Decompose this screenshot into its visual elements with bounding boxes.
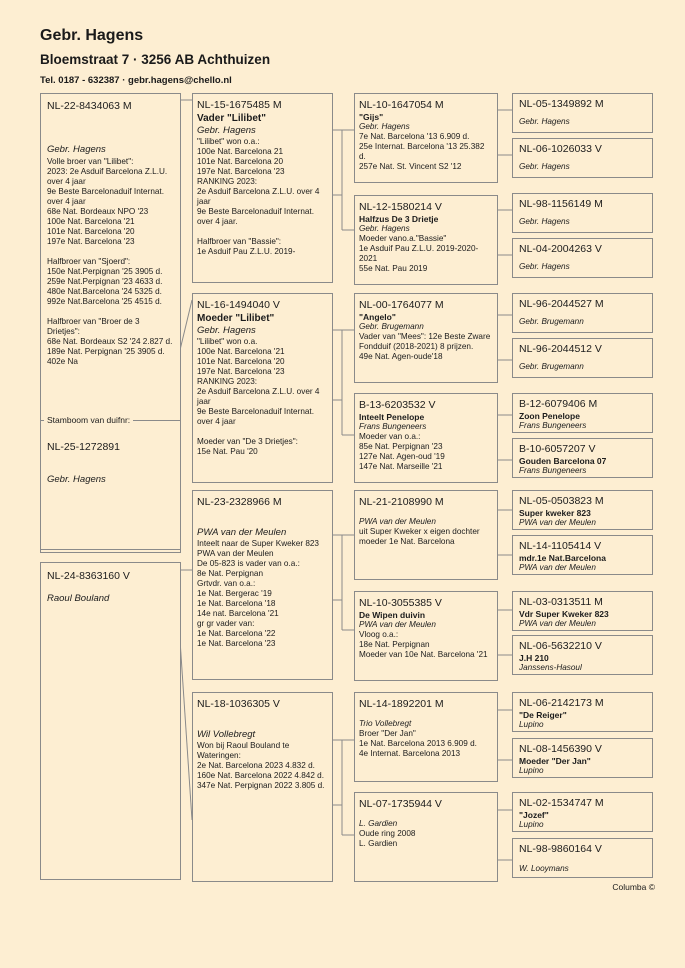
gen1-owner: Wil Vollebregt (197, 729, 256, 740)
gen3-ring: NL-98-1156149 M (519, 198, 603, 210)
gen3-ring: B-10-6057207 V (519, 443, 596, 455)
gen2-owner: Trio Vollebregt (359, 719, 412, 728)
gen3-ring: NL-06-2142173 M (519, 697, 604, 709)
gen3-card (512, 635, 653, 675)
gen3-owner: Lupino (519, 720, 544, 729)
gen2-card (354, 393, 498, 483)
gen1-ring: NL-15-1675485 M (197, 99, 282, 111)
gen2-ring: NL-12-1580214 V (359, 201, 442, 213)
gen3-ring: NL-05-0503823 M (519, 495, 604, 507)
gen3-card (512, 193, 653, 233)
dam-card (40, 562, 181, 880)
gen2-owner: Frans Bungeneers (359, 422, 427, 431)
gen3-name: mdr.1e Nat.Barcelona (519, 553, 606, 563)
gen3-card (512, 93, 653, 133)
gen3-ring: NL-06-1026033 V (519, 143, 602, 155)
gen2-ring: NL-10-3055385 V (359, 597, 442, 609)
gen2-name: Halfzus De 3 Drietje (359, 214, 439, 224)
gen3-name: Moeder "Der Jan" (519, 756, 591, 766)
gen3-owner: Gebr. Brugemann (519, 317, 584, 326)
gen3-ring: NL-98-9860164 V (519, 843, 602, 855)
gen2-card (354, 591, 498, 681)
gen1-owner: PWA van der Meulen (197, 527, 287, 538)
gen3-card (512, 838, 653, 878)
stamboom-ring: NL-25-1272891 (47, 441, 120, 453)
gen3-card (512, 338, 653, 378)
gen1-ring: NL-16-1494040 V (197, 299, 280, 311)
gen1-text: Inteelt naar de Super Kweker 823 PWA van der Meulen De 05-823 is vader van o.a.: 8e Nat. Perpignan Grtvdr. van o.a.: 1e Nat. Bergerac '19 1e Nat. Barcelona '18 14e nat. Barcelona '21 gr gr vader van: 1e Nat. Barcelona '22 1e Nat. Barcelona '23 (197, 539, 319, 648)
gen2-text: 7e Nat. Barcelona '13 6.909 d. 25e Internat. Barcelona '13 25.382 d. 257e Nat. St. Vincent S2 '12 (359, 132, 485, 171)
gen3-ring: NL-08-1456390 V (519, 743, 602, 755)
dam-ring: NL-24-8363160 V (47, 570, 130, 582)
gen3-card (512, 138, 653, 178)
gen3-owner: PWA van der Meulen (519, 518, 596, 527)
gen3-card (512, 393, 653, 433)
gen3-ring: B-12-6079406 M (519, 398, 598, 410)
gen2-text: Broer "Der Jan" 1e Nat. Barcelona 2013 6.909 d. 4e Internat. Barcelona 2013 (359, 729, 477, 758)
gen1-name: Moeder "Lilibet" (197, 313, 275, 324)
gen3-owner: Gebr. Brugemann (519, 362, 584, 371)
gen2-owner: Gebr. Brugemann (359, 322, 424, 331)
gen2-owner: Gebr. Hagens (359, 122, 410, 131)
gen3-card (512, 535, 653, 575)
gen2-card (354, 293, 498, 383)
gen2-card (354, 692, 498, 782)
gen2-text: Oude ring 2008 L. Gardien (359, 829, 416, 848)
gen3-card (512, 738, 653, 778)
gen3-name: Gouden Barcelona 07 (519, 456, 607, 466)
gen2-ring: NL-10-1647054 M (359, 99, 444, 111)
gen3-owner: PWA van der Meulen (519, 619, 596, 628)
gen1-card-damsire (192, 490, 333, 680)
subject-ring: NL-22-8434063 M (47, 100, 132, 112)
gen3-owner: Gebr. Hagens (519, 117, 570, 126)
gen2-ring: B-13-6203532 V (359, 399, 436, 411)
gen2-ring: NL-00-1764077 M (359, 299, 444, 311)
gen2-card (354, 792, 498, 882)
gen2-text: Moeder vano.a."Bassie" 1e Asduif Pau Z.L.U. 2019-2020-2021 55e Nat. Pau 2019 (359, 234, 479, 273)
gen3-owner: PWA van der Meulen (519, 563, 596, 572)
gen3-ring: NL-03-0313511 M (519, 596, 603, 608)
gen1-card-damdam (192, 692, 333, 882)
gen2-owner: PWA van der Meulen (359, 517, 436, 526)
gen2-name: "Angelo" (359, 312, 396, 322)
gen2-owner: Gebr. Hagens (359, 224, 410, 233)
gen2-text: Moeder van o.a.: 85e Nat. Perpignan '23 127e Nat. Agen-oud '19 147e Nat. Marseille '21 (359, 432, 445, 471)
breeder-contact: Tel. 0187 - 632387 · gebr.hagens@chello.nl (40, 75, 232, 86)
gen3-card (512, 792, 653, 832)
subject-text: Volle broer van "Lilibet": 2023: 2e Asduif Barcelona Z.L.U. over 4 jaar 9e Beste Barcelonaduif Internat. over 4 jaar 68e Nat. Bordeaux NPO '23 100e Nat. Barcelona '21 101e Nat. Barcelona '20 197e Nat. Barcelona '23 Halfbroer van "Sjoerd": 150e Nat.Perpignan '25 3905 d. 259e Nat.Perpignan '23 4633 d. 480e Nat.Barcelona '24 5325 d. 992e Nat.Barcelona '25 4515 d. Halfbroer van "Broer de 3 Drietjes": 68e Nat. Bordeaux S2 '24 2.827 d. 189e Nat. Perpignan '25 3905 d. 402e Na (47, 157, 173, 366)
stamboom-label: Stamboom van duifnr: (44, 415, 133, 425)
gen3-name: Super kweker 823 (519, 508, 591, 518)
dam-owner: Raoul Bouland (47, 593, 110, 604)
gen1-card-dam (192, 293, 333, 483)
gen1-text: Won bij Raoul Bouland te Wateringen: 2e Nat. Barcelona 2023 4.832 d. 160e Nat. Barcelona 2022 4.842 d. 347e Nat. Perpignan 2022 3.805 d. (197, 741, 325, 790)
gen1-card-sire (192, 93, 333, 283)
gen2-card (354, 195, 498, 285)
stamboom-owner: Gebr. Hagens (47, 474, 106, 485)
gen3-card (512, 293, 653, 333)
gen3-ring: NL-06-5632210 V (519, 640, 602, 652)
gen1-ring: NL-23-2328966 M (197, 496, 282, 508)
gen1-name: Vader "Lilibet" (197, 113, 266, 124)
gen3-owner: Gebr. Hagens (519, 262, 570, 271)
gen3-name: "De Reiger" (519, 710, 567, 720)
gen2-card (354, 490, 498, 580)
gen3-ring: NL-14-1105414 V (519, 540, 602, 552)
gen3-ring: NL-04-2004263 V (519, 243, 602, 255)
gen3-owner: Lupino (519, 766, 544, 775)
gen3-ring: NL-05-1349892 M (519, 98, 604, 110)
gen1-text: "Lilibet" won o.a. 100e Nat. Barcelona '21 101e Nat. Barcelona '20 197e Nat. Barcelona '23 RANKING 2023: 2e Asduif Barcelona Z.L.U. over 4 jaar 9e Beste Barcelonaduif Internat. over 4 jaar Moeder van "De 3 Drietjes": 15e Nat. Pau '20 (197, 337, 320, 456)
gen2-text: Vader van "Mees": 12e Beste Zware Fondduif (2018-2021) 8 prijzen. 49e Nat. Agen-oude'18 (359, 332, 491, 361)
gen2-name: Inteelt Penelope (359, 412, 425, 422)
gen2-ring: NL-21-2108990 M (359, 496, 444, 508)
gen3-ring: NL-96-2044527 M (519, 298, 604, 310)
gen3-owner: Gebr. Hagens (519, 217, 570, 226)
gen1-ring: NL-18-1036305 V (197, 698, 280, 710)
gen3-card (512, 238, 653, 278)
gen1-text: "Lilibet" won o.a.: 100e Nat. Barcelona 21 101e Nat. Barcelona 20 197e Nat. Barcelona '23 RANKING 2023: 2e Asduif Barcelona Z.L.U. over 4 jaar 9e Beste Barcelonaduif Internat. over 4 jaar. Halfbroer van "Bassie": 1e Asduif Pau Z.L.U. 2019- (197, 137, 320, 256)
gen2-name: De Wipen duivin (359, 610, 426, 620)
gen1-owner: Gebr. Hagens (197, 125, 256, 136)
gen2-card (354, 93, 498, 183)
gen2-owner: L. Gardien (359, 819, 398, 828)
gen3-name: Zoon Penelope (519, 411, 580, 421)
gen3-owner: Frans Bungeneers (519, 466, 587, 475)
gen3-card (512, 591, 653, 631)
gen3-name: "Jozef" (519, 810, 549, 820)
gen3-name: Vdr Super Kweker 823 (519, 609, 609, 619)
breeder-address: Bloemstraat 7 · 3256 AB Achthuizen (40, 52, 271, 67)
stamboom-card (40, 420, 181, 550)
gen2-text: uit Super Kweker x eigen dochter moeder 1e Nat. Barcelona (359, 527, 480, 546)
gen3-card (512, 490, 653, 530)
gen1-owner: Gebr. Hagens (197, 325, 256, 336)
gen3-owner: W. Looymans (519, 864, 569, 873)
gen2-ring: NL-14-1892201 M (359, 698, 444, 710)
footer-credit: Columba © (612, 882, 655, 892)
gen2-text: Vloog o.a.: 18e Nat. Perpignan Moeder van 10e Nat. Barcelona '21 (359, 630, 488, 659)
gen2-owner: PWA van der Meulen (359, 620, 436, 629)
gen3-owner: Gebr. Hagens (519, 162, 570, 171)
gen3-ring: NL-02-1534747 M (519, 797, 604, 809)
gen3-owner: Lupino (519, 820, 544, 829)
subject-owner: Gebr. Hagens (47, 144, 106, 155)
gen2-name: "Gijs" (359, 112, 384, 122)
gen3-owner: Frans Bungeneers (519, 421, 587, 430)
gen3-owner: Janssens-Hasoul (519, 663, 582, 672)
gen3-card (512, 692, 653, 732)
gen2-ring: NL-07-1735944 V (359, 798, 442, 810)
gen3-card (512, 438, 653, 478)
gen3-name: J.H 210 (519, 653, 549, 663)
gen3-ring: NL-96-2044512 V (519, 343, 602, 355)
breeder-name: Gebr. Hagens (40, 27, 144, 44)
